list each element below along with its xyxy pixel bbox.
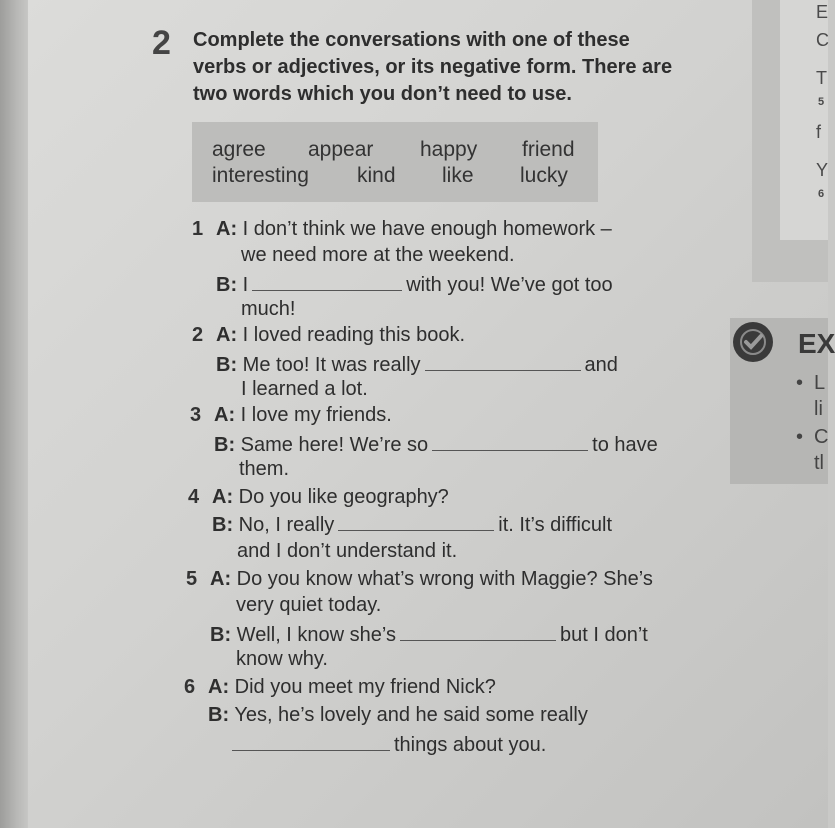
answer-blank[interactable]: [425, 352, 581, 371]
speaker-a-line: [214, 404, 392, 427]
dialogue-text: to have: [592, 434, 658, 456]
speaker-b-label: B:: [208, 704, 230, 726]
word-option: interesting: [212, 164, 309, 187]
word-box: [192, 122, 598, 202]
speaker-b-line: [216, 352, 618, 377]
ex-fragment: tl: [814, 452, 824, 474]
speaker-b-label: B:: [212, 514, 234, 536]
speaker-a-line: [216, 324, 465, 347]
bullet: •: [796, 372, 804, 394]
speaker-a-label: A:: [214, 404, 236, 426]
speaker-b-line: [214, 432, 658, 457]
word-option: kind: [357, 164, 396, 187]
dialogue-text: Yes, he’s lovely and he said some really: [234, 704, 588, 726]
speaker-b-line: [216, 272, 613, 297]
item-number: 4: [188, 486, 200, 508]
dialogue-text: I loved reading this book.: [242, 324, 466, 346]
word-option: happy: [420, 138, 478, 161]
side-letter: f: [816, 122, 822, 142]
answer-blank[interactable]: [400, 622, 556, 641]
dialogue-text: No, I really: [238, 514, 335, 536]
item-number: 6: [184, 676, 196, 698]
exercise-instructions: [193, 27, 713, 108]
dialogue-text: Me too! It was really: [242, 354, 421, 376]
exercise-number: 2: [152, 24, 171, 62]
answer-blank[interactable]: [232, 732, 390, 751]
speaker-b-line: [210, 622, 648, 647]
dialogue-text: with you! We’ve got too: [406, 274, 613, 296]
dialogue-text: them.: [239, 458, 290, 480]
speaker-a-label: A:: [216, 218, 238, 240]
word-option: like: [442, 164, 474, 187]
item-number: 2: [192, 324, 204, 346]
dialogue-text: Same here! We’re so: [240, 434, 429, 456]
dialogue-text: Do you like geography?: [238, 486, 449, 508]
ex-fragment: li: [814, 398, 823, 420]
dialogue-text: know why.: [236, 648, 328, 670]
instructions-line: Complete the conversations with one of these: [193, 29, 630, 51]
dialogue-text: Do you know what’s wrong with Maggie? She’s: [236, 568, 653, 590]
dialogue-text: I learned a lot.: [241, 378, 368, 400]
side-letter: 6: [818, 188, 825, 200]
word-option: friend: [522, 138, 575, 161]
instructions-line: two words which you don’t need to use.: [193, 83, 572, 105]
answer-blank[interactable]: [338, 512, 494, 531]
answer-blank[interactable]: [432, 432, 588, 451]
page-binding-edge: [0, 0, 28, 828]
speaker-b-label: B:: [216, 354, 238, 376]
dialogue-text: much!: [241, 298, 296, 320]
speaker-a-label: A:: [210, 568, 232, 590]
word-option: lucky: [520, 164, 568, 187]
side-letter: T: [816, 68, 827, 88]
dialogue-text: things about you.: [394, 734, 547, 756]
speaker-a-line: [208, 676, 496, 699]
item-number: 5: [186, 568, 198, 590]
dialogue-text: we need more at the weekend.: [241, 244, 515, 266]
speaker-b-label: B:: [214, 434, 236, 456]
dialogue-text: Well, I know she’s: [236, 624, 396, 646]
dialogue-text: I don’t think we have enough homework –: [242, 218, 612, 240]
checkmark-icon: [733, 322, 773, 362]
side-letter: C: [816, 30, 829, 50]
speaker-a-line: [216, 218, 612, 241]
dialogue-text: but I don’t: [560, 624, 648, 646]
word-option: appear: [308, 138, 374, 161]
side-letter: E: [816, 2, 829, 22]
answer-blank[interactable]: [252, 272, 402, 291]
dialogue-text: it. It’s difficult: [498, 514, 613, 536]
dialogue-text: Did you meet my friend Nick?: [234, 676, 496, 698]
ex-fragment: C: [814, 426, 829, 448]
speaker-a-label: A:: [216, 324, 238, 346]
speaker-a-line: [212, 486, 449, 509]
speaker-b-line: [212, 512, 612, 537]
side-letter: Y: [816, 160, 829, 180]
speaker-b-line-cont: [232, 732, 546, 757]
dialogue-text: I: [242, 274, 249, 296]
speaker-b-label: B:: [216, 274, 238, 296]
speaker-b-label: B:: [210, 624, 232, 646]
speaker-a-line: [210, 568, 653, 591]
dialogue-text: and: [584, 354, 618, 376]
item-number: 3: [190, 404, 202, 426]
word-option: agree: [212, 138, 266, 161]
ex-fragment: L: [814, 372, 826, 394]
speaker-b-line: [208, 704, 588, 727]
side-letter: 5: [818, 96, 825, 108]
dialogue-text: and I don’t understand it.: [237, 540, 458, 562]
speaker-a-label: A:: [212, 486, 234, 508]
instructions-line: verbs or adjectives, or its negative form. There are: [193, 56, 673, 78]
bullet: •: [796, 426, 804, 448]
item-number: 1: [192, 218, 204, 240]
speaker-a-label: A:: [208, 676, 230, 698]
dialogue-text: I love my friends.: [240, 404, 392, 426]
ex-heading: EX: [798, 328, 835, 359]
dialogue-text: very quiet today.: [236, 594, 382, 616]
